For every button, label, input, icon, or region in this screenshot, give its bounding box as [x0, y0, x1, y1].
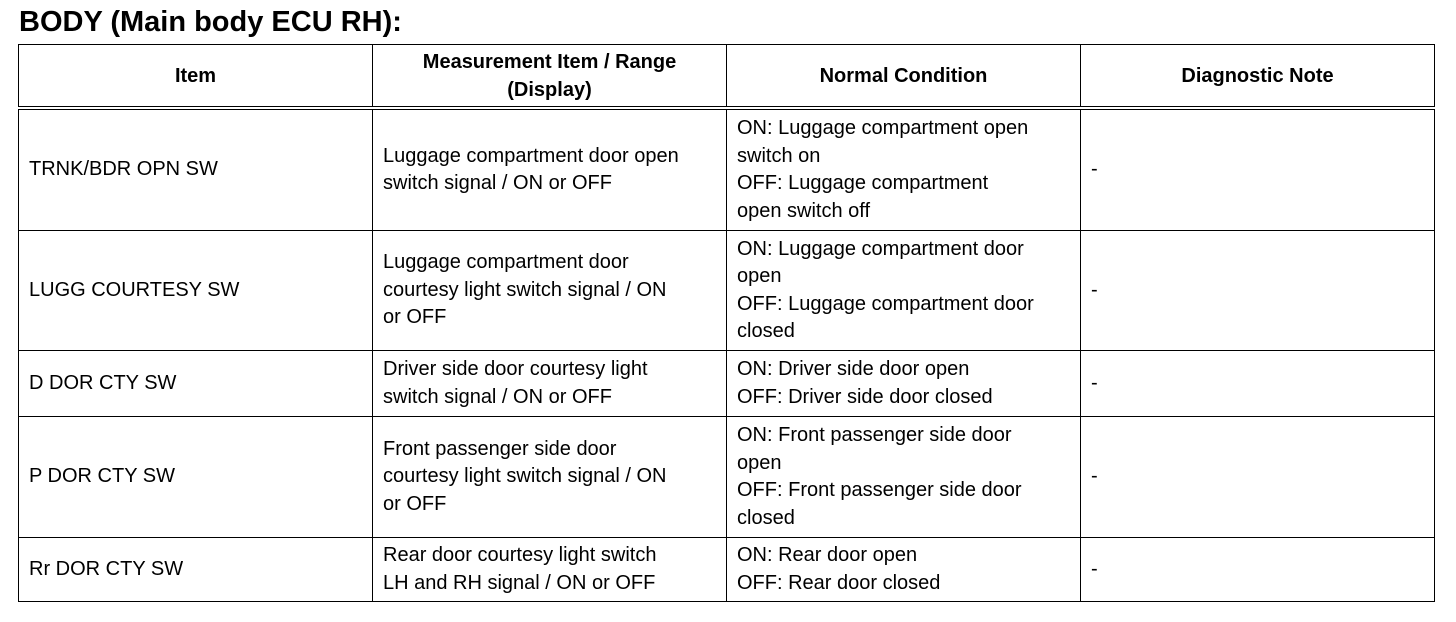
- text-line: closed: [737, 506, 795, 529]
- text-line: ON: Luggage compartment door: [737, 237, 1024, 260]
- header-normal-condition: Normal Condition: [727, 45, 1081, 109]
- item-cell: TRNK/BDR OPN SW: [19, 108, 373, 231]
- text-line: ON: Driver side door open: [737, 358, 970, 380]
- header-diagnostic-note: Diagnostic Note: [1081, 45, 1435, 109]
- table-row: [19, 538, 1435, 602]
- header-measurement: [373, 45, 727, 109]
- measurement-cell: [373, 231, 727, 351]
- table-row: [19, 231, 1435, 351]
- normal-condition-cell: [727, 538, 1081, 602]
- text-line: OFF: Luggage compartment: [737, 172, 989, 194]
- diagnostic-note-cell: -: [1081, 231, 1435, 351]
- header-measurement-line1: Measurement Item / Range: [422, 50, 677, 73]
- diagnostic-note-cell: -: [1081, 417, 1435, 538]
- item-cell: Rr DOR CTY SW: [19, 538, 373, 602]
- diagnostic-note-cell: -: [1081, 538, 1435, 602]
- table-row: [19, 351, 1435, 417]
- text-line: ON: Rear door open: [737, 544, 918, 566]
- text-line: Luggage compartment door open: [383, 144, 679, 167]
- text-line: open switch off: [737, 199, 871, 222]
- diagnostic-note-cell: -: [1081, 351, 1435, 417]
- item-cell: LUGG COURTESY SW: [19, 231, 373, 351]
- measurement-cell: [373, 538, 727, 602]
- text-line: OFF: Front passenger side door: [737, 479, 1022, 501]
- table-row: [19, 417, 1435, 538]
- diagnostic-note-cell: -: [1081, 108, 1435, 231]
- text-line: or OFF: [383, 306, 447, 329]
- text-line: open: [737, 451, 782, 474]
- normal-condition-cell: [727, 351, 1081, 417]
- normal-condition-cell: [727, 417, 1081, 538]
- normal-condition-cell: [727, 108, 1081, 231]
- text-line: switch on: [737, 144, 821, 167]
- normal-condition-cell: [727, 231, 1081, 351]
- page-title: BODY (Main body ECU RH):: [19, 6, 402, 38]
- table-row: [19, 108, 1435, 231]
- text-line: OFF: Driver side door closed: [737, 385, 993, 408]
- text-line: open: [737, 265, 782, 287]
- text-line: Rear door courtesy light switch: [383, 544, 657, 566]
- item-cell: P DOR CTY SW: [19, 417, 373, 538]
- text-line: OFF: Luggage compartment door: [737, 292, 1034, 315]
- text-line: or OFF: [383, 492, 447, 515]
- text-line: switch signal / ON or OFF: [383, 385, 612, 408]
- item-cell: D DOR CTY SW: [19, 351, 373, 417]
- text-line: switch signal / ON or OFF: [383, 172, 612, 194]
- measurement-cell: [373, 351, 727, 417]
- text-line: ON: Luggage compartment open: [737, 117, 1029, 139]
- text-line: courtesy light switch signal / ON: [383, 278, 667, 301]
- header-item: Item: [19, 45, 373, 109]
- table-header-row: [19, 45, 1435, 109]
- measurement-cell: [373, 108, 727, 231]
- data-table: [18, 44, 1435, 602]
- text-line: ON: Front passenger side door: [737, 424, 1012, 446]
- measurement-cell: [373, 417, 727, 538]
- text-line: LH and RH signal / ON or OFF: [383, 571, 656, 594]
- text-line: Front passenger side door: [383, 437, 617, 460]
- text-line: OFF: Rear door closed: [737, 571, 941, 594]
- text-line: Luggage compartment door: [383, 251, 629, 274]
- header-measurement-line2: (Display): [507, 78, 592, 101]
- text-line: courtesy light switch signal / ON: [383, 465, 667, 488]
- text-line: Driver side door courtesy light: [383, 358, 648, 380]
- text-line: closed: [737, 320, 795, 342]
